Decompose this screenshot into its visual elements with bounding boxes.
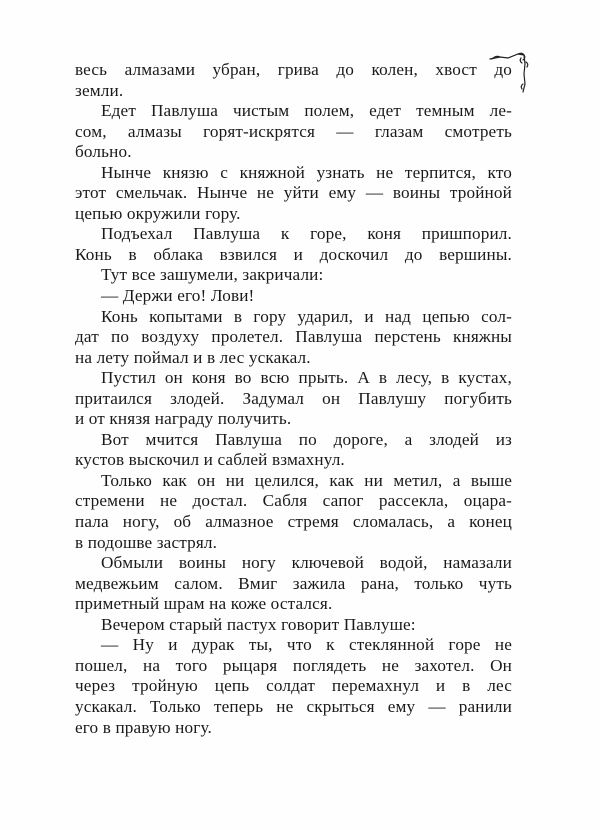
text-line: сом, алмазы горят-искрятся — глазам смотреть	[75, 121, 512, 141]
text-line: в подошве застрял.	[75, 532, 218, 552]
text-line: Нынче князю с княжной узнать не терпится, кто	[101, 162, 512, 182]
text-line: и от князя награду получить.	[75, 409, 292, 429]
text-line: Обмыли воины ногу ключевой водой, намазали	[101, 553, 512, 573]
text-line: этот смельчак. Нынче не уйти ему — воины тройной	[75, 183, 512, 203]
text-line: Тут все зашумели, закричали:	[101, 265, 324, 285]
text-line: через тройную цепь солдат перемахнул и в лес	[75, 676, 512, 696]
text-line: пошел, на того рыцаря поглядеть не захотел. Он	[75, 655, 512, 675]
text-line: Конь в облака взвился и доскочил до вершины.	[75, 244, 512, 264]
text-line: дат по воздуху пролетел. Павлуша перстень княжны	[75, 327, 512, 347]
text-line: на лету поймал и в лес ускакал.	[75, 347, 311, 367]
text-line: Только как он ни целился, как ни метил, а выше	[101, 470, 512, 490]
story-text	[75, 60, 512, 738]
text-line: приметный шрам на коже остался.	[75, 594, 333, 614]
text-line: его в правую ногу.	[75, 717, 212, 737]
text-line: Едет Павлуша чистым полем, едет темным ле-	[101, 101, 512, 121]
text-line: кустов выскочил и саблей взмахнул.	[75, 450, 345, 470]
text-line: — Ну и дурак ты, что к стеклянной горе не	[101, 635, 512, 655]
text-line: Вот мчится Павлуша по дороге, а злодей из	[101, 429, 512, 449]
text-line: Вечером старый пастух говорит Павлуше:	[101, 614, 416, 634]
text-line: цепью окружили гору.	[75, 203, 241, 223]
text-line: весь алмазами убран, грива до колен, хвост до	[75, 60, 512, 79]
text-line: стремени не достал. Сабля сапог рассекла, оцара-	[75, 491, 512, 511]
text-line: земли.	[75, 80, 124, 100]
text-line: — Держи его! Лови!	[101, 286, 255, 306]
text-line: пала ногу, об алмазное стремя сломалась, а конец	[75, 512, 512, 532]
text-line: Подъехал Павлуша к горе, коня пришпорил.	[101, 224, 512, 244]
text-line: притаился злодей. Задумал он Павлушу погубить	[75, 388, 512, 408]
text-line: Пустил он коня во всю прыть. А в лесу, в кустах,	[101, 368, 512, 388]
text-line: Конь копытами в гору ударил, и над цепью сол-	[101, 306, 512, 326]
text-line: медвежьим салом. Вмиг зажила рана, только чуть	[75, 573, 512, 593]
text-line: ускакал. Только теперь не скрыться ему — ранили	[75, 696, 512, 716]
text-line: больно.	[75, 142, 132, 162]
